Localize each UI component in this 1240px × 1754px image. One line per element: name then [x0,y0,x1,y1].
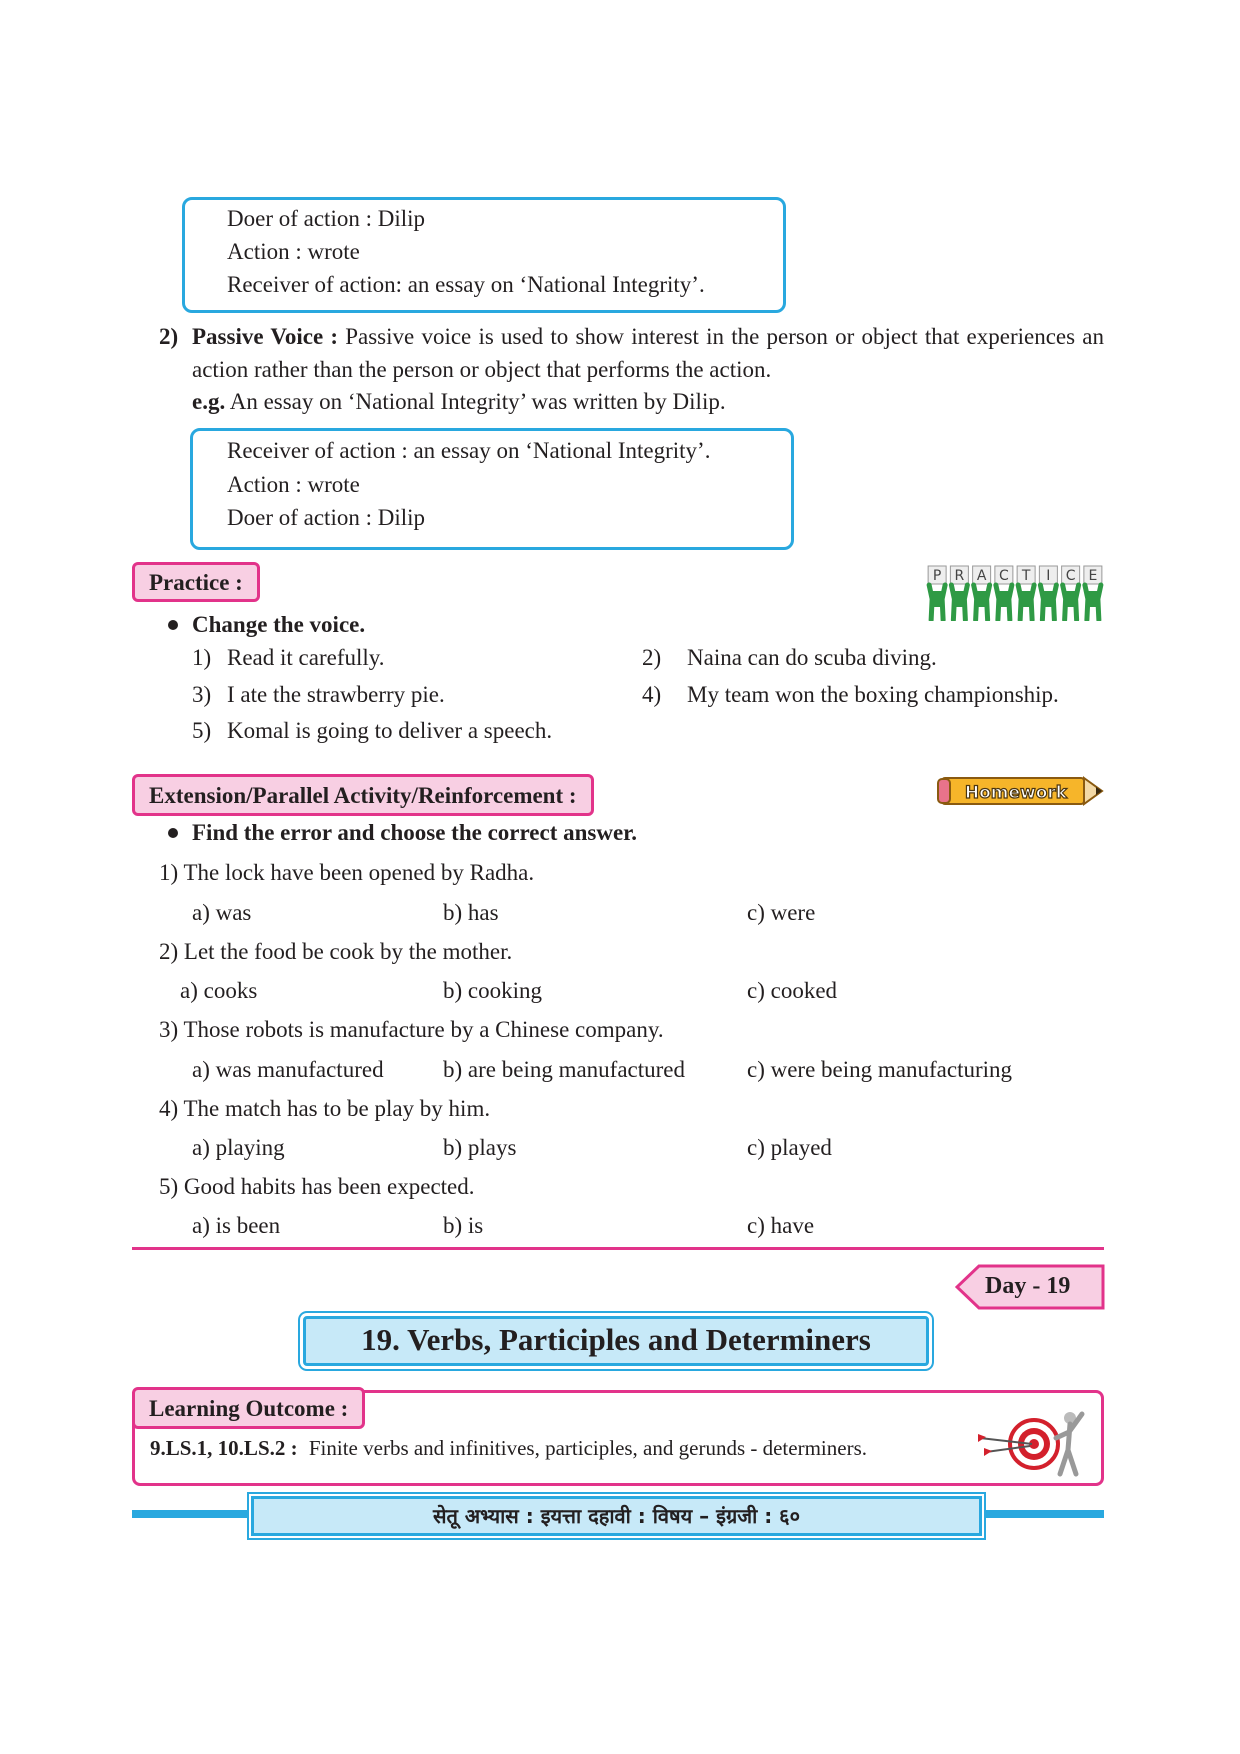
target-icon [972,1404,1090,1478]
passive-text: Passive voice is used to show interest in the person or object that experiences an action rather than the person or object that performs the action. [192,324,1105,382]
svg-text:C: C [1065,568,1076,584]
footer-line-right [980,1510,1104,1518]
learning-codes: 9.LS.1, 10.LS.2 : [150,1436,298,1460]
learning-outcome-text [150,1433,867,1463]
practice-logo-letter [1039,566,1057,620]
question-5: 5) Good habits has been expected. [159,1174,475,1199]
svg-text:Homework: Homework [964,783,1068,803]
svg-text:E: E [1088,568,1098,584]
extension-instruction: Find the error and choose the correct answer. [168,817,637,849]
question-1: 1) The lock have been opened by Radha. [159,860,535,885]
q2-option-a: a) cooks [180,978,258,1003]
svg-text:A: A [976,568,987,584]
practice-item-3-num: 3) [192,682,212,707]
passive-title: Passive Voice : [192,324,339,349]
practice-item-3: I ate the strawberry pie. [227,682,445,707]
practice-logo-letter [1017,566,1035,620]
question-2: 2) Let the food be cook by the mother. [159,939,513,964]
passive-number: 2) [159,324,179,349]
q1-option-b: b) has [443,900,499,925]
box1-line-3: Receiver of action: an essay on ‘National Integrity’. [227,272,705,297]
chapter-title: 19. Verbs, Participles and Determiners [361,1322,871,1357]
q4-option-b: b) plays [443,1135,517,1160]
box2-line-1: Receiver of action : an essay on ‘National Integrity’. [227,438,711,463]
box1-line-2: Action : wrote [227,239,360,264]
q5-option-a: a) is been [192,1213,281,1238]
practice-label: Practice : [132,562,260,602]
box2-line-2: Action : wrote [227,472,360,497]
pencil-icon [936,774,1106,808]
practice-item-2: Naina can do scuba diving. [687,645,937,670]
q2-option-b: b) cooking [443,978,543,1003]
q4-option-c: c) played [747,1135,832,1160]
learning-outcome-label: Learning Outcome : [132,1387,365,1429]
svg-text:C: C [998,568,1009,584]
box2-line-3: Doer of action : Dilip [227,505,426,530]
footer-line-left [132,1510,252,1518]
practice-item-4-num: 4) [642,682,662,707]
q3-option-a: a) was manufactured [192,1057,384,1082]
practice-logo-letter [973,566,991,620]
section-divider [132,1247,1104,1250]
practice-item-4: My team won the boxing championship. [687,682,1059,707]
q1-option-c: c) were [747,900,816,925]
practice-item-5: Komal is going to deliver a speech. [227,718,553,743]
bullet-icon [168,828,178,838]
question-3: 3) Those robots is manufacture by a Chinese company. [159,1017,664,1042]
practice-logo-letter [995,566,1013,620]
example-label: e.g. [192,389,226,414]
learning-description: Finite verbs and infinitives, participles, and gerunds - determiners. [308,1436,867,1460]
practice-item-5-num: 5) [192,718,212,743]
practice-item-1-num: 1) [192,645,212,670]
day-tag-text: Day - 19 [985,1273,1071,1299]
svg-text:T: T [1021,568,1031,584]
practice-logo [926,565,1104,621]
example-text: An essay on ‘National Integrity’ was written by Dilip. [229,389,726,414]
practice-logo-letter [928,566,946,620]
svg-text:P: P [932,568,942,584]
passive-example [192,386,726,418]
practice-item-1: Read it carefully. [227,645,385,670]
q2-option-c: c) cooked [747,978,838,1003]
practice-logo-letter [950,566,968,620]
footer-text: सेतू अभ्यास : इयत्ता दहावी : विषय – इंग्रजी : ६० [433,1504,800,1528]
q1-option-a: a) was [192,900,252,925]
svg-text:R: R [954,568,965,584]
q4-option-a: a) playing [192,1135,285,1160]
extension-label: Extension/Parallel Activity/Reinforcement : [132,774,594,816]
question-4: 4) The match has to be play by him. [159,1096,491,1121]
homework-pencil-logo [936,774,1106,808]
svg-text:I: I [1046,568,1051,584]
practice-logo-graphic [926,565,1104,621]
q5-option-b: b) is [443,1213,484,1238]
passive-paragraph [192,320,1104,386]
box1-line-1: Doer of action : Dilip [227,206,426,231]
practice-instruction: Change the voice. [168,609,365,641]
q3-option-c: c) were being manufacturing [747,1057,1013,1082]
bullet-icon [168,620,178,630]
day-tag [955,1264,1105,1310]
q5-option-c: c) have [747,1213,815,1238]
practice-logo-letter [1084,566,1102,620]
q3-option-b: b) are being manufactured [443,1057,686,1082]
practice-item-2-num: 2) [642,645,662,670]
practice-logo-letter [1062,566,1080,620]
